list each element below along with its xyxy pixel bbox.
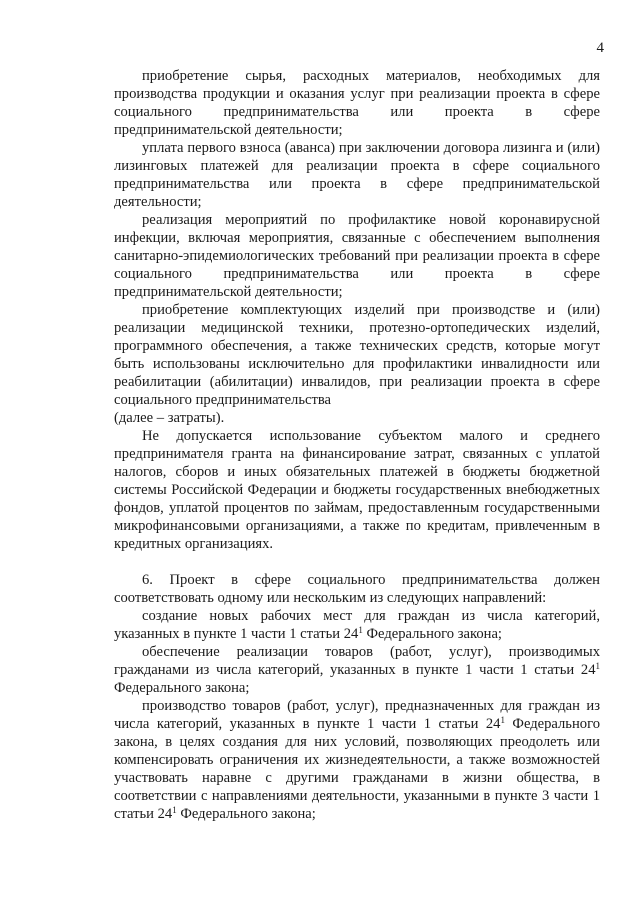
paragraph-costs-definition: (далее – затраты). (114, 410, 225, 426)
paragraph-goods-production-tail: Федерального закона; (176, 806, 316, 822)
paragraph-leasing: уплата первого взноса (аванса) при заключении договора лизинга и (или) лизинговых платежей для реализации проекта в сфере социального предпринимательства или проекта в сфере предпринимательской деятельности; (114, 140, 600, 210)
paragraph-goods-sales (114, 643, 600, 697)
paragraph-goods-production-text: производство товаров (работ, услуг), предназначенных для граждан из числа категорий, указанных в пункте 1 части 1 статьи 24 (114, 698, 600, 732)
paragraph-components: приобретение комплектующих изделий при производстве и (или) реализации медицинской техники, протезно-ортопедических изделий, программного обеспечения, а также технических средств, которые могут быть использованы исключительно для профилактики инвалидности или реабилитации (абилитации) инвалидов, при реализации проекта в сфере социального предпринимательства (114, 302, 600, 408)
paragraph-coronavirus: реализация мероприятий по профилактике новой коронавирусной инфекции, включая мероприятия, связанные с обеспечением выполнения санитарно-эпидемиологических требований при реализации проекта в сфере социального предпринимательства или проекта в сфере предпринимательской деятельности; (114, 212, 600, 300)
paragraph-new-jobs-text: создание новых рабочих мест для граждан из числа категорий, указанных в пункте 1 части 1 статьи 24 (114, 608, 600, 642)
paragraph-raw-materials: приобретение сырья, расходных материалов, необходимых для производства продукции и оказания услуг при реализации проекта в сфере социального предпринимательства или проекта в сфере предпринимательской деятельности; (114, 68, 600, 138)
superscript: 1 (500, 715, 505, 725)
superscript: 1 (172, 805, 177, 815)
document-body (114, 67, 600, 823)
superscript: 1 (358, 625, 363, 635)
paragraph-goods-sales-tail: Федерального закона; (114, 680, 250, 696)
paragraph-new-jobs-tail: Федерального закона; (362, 626, 502, 642)
paragraph-prohibition: Не допускается использование субъектом малого и среднего предпринимателя гранта на финансирование затрат, связанных с уплатой налогов, сборов и иных обязательных платежей в бюджеты бюджетной системы Российской Федерации и бюджеты государственных внебюджетных фондов, уплатой процентов по займам, предоставленным государственными микрофинансовыми организациями, а также по кредитам, привлеченным в кредитных организациях. (114, 428, 600, 552)
superscript: 1 (595, 661, 600, 671)
paragraph-new-jobs (114, 607, 600, 643)
paragraph-goods-production-middle: Федерального закона, в целях создания для них условий, позволяющих преодолеть или компенсировать ограничения их жизнедеятельности, а также возможностей участвовать наравне с другими гражданами в жизни общества, в соответствии с направлениями деятельности, указанными в пункте 3 части 1 статьи 24 (114, 716, 600, 822)
page-number: 4 (596, 40, 604, 56)
paragraph-goods-sales-text: обеспечение реализации товаров (работ, услуг), производимых гражданами из числа категорий, указанных в пункте 1 части 1 статьи 24 (114, 644, 600, 678)
paragraph-section-6: 6. Проект в сфере социального предпринимательства должен соответствовать одному или нескольким из следующих направлений: (114, 572, 600, 606)
paragraph-goods-production (114, 697, 600, 823)
